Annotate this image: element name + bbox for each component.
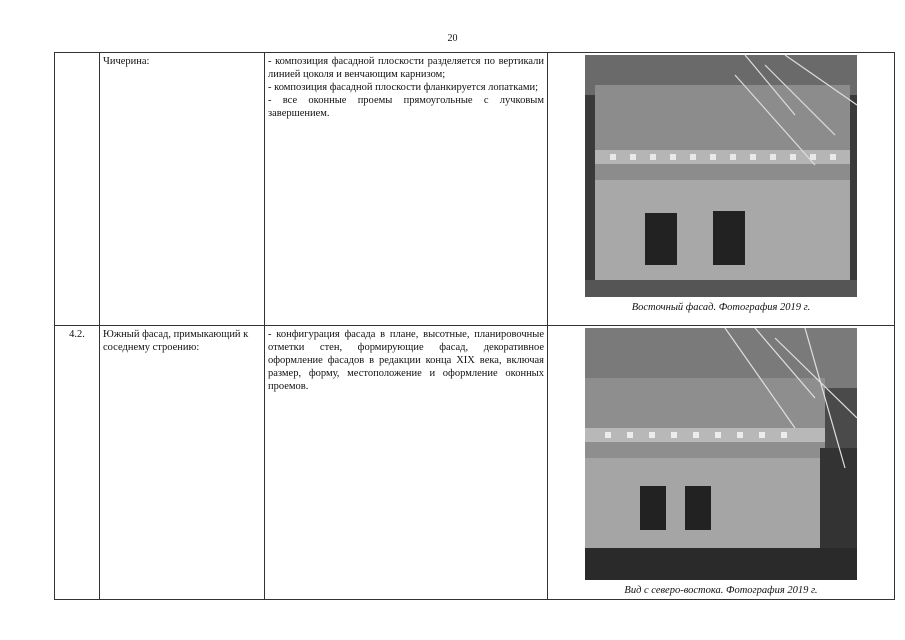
row-number: 4.2.: [55, 326, 100, 600]
page-number: 20: [447, 33, 458, 44]
photo-caption: Восточный фасад. Фотография 2019 г.: [631, 302, 811, 313]
description-item: - все оконные проемы прямоугольные с лучковым завершением.: [268, 95, 544, 119]
element-name: Южный фасад, примыкающий к соседнему строению:: [100, 326, 265, 600]
table-row: [55, 53, 895, 326]
photo-cell: [548, 326, 895, 600]
table-row: [55, 326, 895, 600]
element-name: Чичерина:: [100, 53, 265, 326]
description-cell: [265, 326, 548, 600]
row-number: [55, 53, 100, 326]
northeast-view-photo: [585, 328, 857, 580]
photo-cell: [548, 53, 895, 326]
description-item: - конфигурация фасада в плане, высотные, планировочные отметки стен, формирующие фасад, декоративное оформление фасадов в редакции конца XIX века, включая размер, форму, местоположение и оформление оконных проемов.: [268, 329, 544, 392]
description-item: - композиция фасадной плоскости разделяется по вертикали линией цоколя и венчающим карнизом;: [268, 56, 544, 80]
description-cell: [265, 53, 548, 326]
photo-caption: Вид с северо-востока. Фотография 2019 г.: [624, 585, 818, 596]
description-item: - композиция фасадной плоскости фланкируется лопатками;: [268, 82, 539, 93]
protection-subject-table: [54, 52, 895, 600]
east-facade-photo: [585, 55, 857, 297]
